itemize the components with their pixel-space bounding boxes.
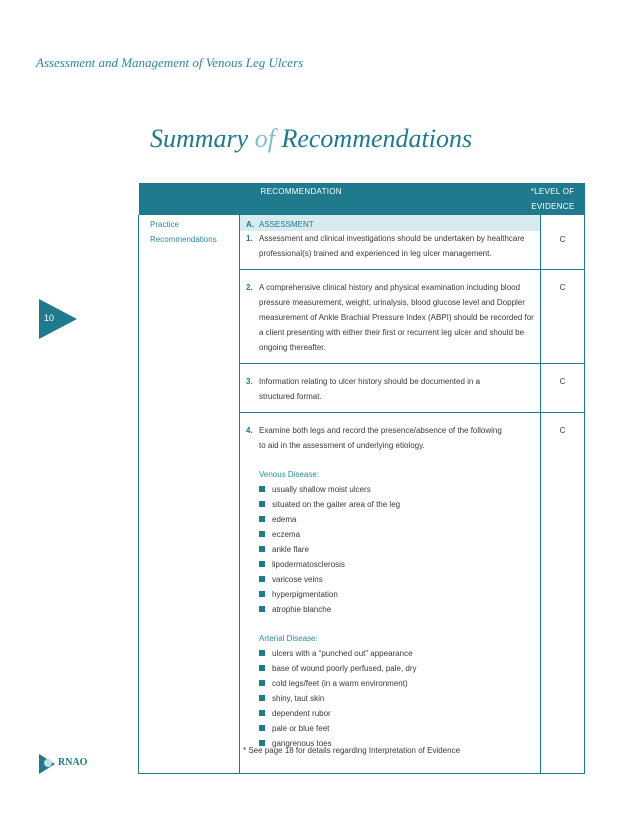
rec-4-text: Examine both legs and record the presence/absence of the following bbox=[259, 426, 502, 435]
practice-recommendations-label bbox=[139, 215, 240, 774]
title-part-of: of bbox=[254, 124, 275, 153]
flower-icon bbox=[44, 759, 52, 767]
list-item: dependent rubor bbox=[259, 706, 534, 721]
section-heading-assessment bbox=[240, 215, 540, 231]
evidence-4 bbox=[541, 413, 585, 774]
rnao-logo-text: RNAO bbox=[58, 757, 88, 768]
header-recommendation: RECOMMENDATION bbox=[260, 187, 342, 196]
evidence-2 bbox=[541, 270, 585, 364]
rec-3-text: Information relating to ulcer history should be documented in a bbox=[259, 377, 481, 386]
rec-3-line1 bbox=[246, 374, 534, 389]
recommendation-4 bbox=[240, 413, 541, 774]
evidence-4-value: C bbox=[559, 426, 566, 435]
page-title bbox=[150, 124, 472, 154]
list-item: shiny, taut skin bbox=[259, 691, 534, 706]
list-item: situated on the gaiter area of the leg bbox=[259, 497, 534, 512]
page-number: 10 bbox=[44, 313, 55, 323]
recommendation-3 bbox=[240, 364, 541, 413]
list-item: gangrenous toes bbox=[259, 736, 534, 751]
list-item: ankle flare bbox=[259, 542, 534, 557]
list-item: edema bbox=[259, 512, 534, 527]
rec-2-text: A comprehensive clinical history and physical examination including blood bbox=[259, 283, 521, 292]
list-item: hyperpigmentation bbox=[259, 587, 534, 602]
section-title: ASSESSMENT bbox=[259, 220, 314, 229]
rec-1-line1 bbox=[246, 231, 534, 246]
list-item: eczema bbox=[259, 527, 534, 542]
practice-label-line1: Practice bbox=[150, 220, 179, 229]
rec-3-number: 3. bbox=[246, 377, 253, 386]
rec-2-number: 2. bbox=[246, 283, 253, 292]
recommendations-table bbox=[138, 183, 585, 774]
rec-2-text-cont: pressure measurement, weight, urinalysis, blood glucose level and Doppler measurement of Ankle Brachial Pressure Index (ABPI) should be recorded for a client presenting with either their first or recurrent leg ulcer and should be ongoing thereafter. bbox=[259, 298, 534, 352]
list-item: usually shallow moist ulcers bbox=[259, 482, 534, 497]
list-item: pale or blue feet bbox=[259, 721, 534, 736]
arterial-disease-heading: Arterial Disease: bbox=[259, 634, 318, 643]
list-item: lipodermatosclerosis bbox=[259, 557, 534, 572]
recommendation-1 bbox=[240, 215, 541, 270]
list-item: cold legs/feet (in a warm environment) bbox=[259, 676, 534, 691]
evidence-3 bbox=[541, 364, 585, 413]
rec-1-text-cont: professional(s) trained and experienced in leg ulcer management. bbox=[259, 249, 492, 258]
evidence-3-value: C bbox=[559, 377, 566, 386]
recommendation-2 bbox=[240, 270, 541, 364]
header-level-of-evidence: *LEVEL OF EVIDENCE bbox=[530, 187, 575, 211]
list-item: atrophie blanche bbox=[259, 602, 534, 617]
rec-4-text-cont: to aid in the assessment of underlying etiology. bbox=[259, 441, 425, 450]
list-item: ulcers with a “punched out” appearance bbox=[259, 646, 534, 661]
table-header-row bbox=[139, 183, 585, 215]
arterial-disease-list bbox=[246, 646, 534, 751]
rec-3-text-cont: structured format. bbox=[259, 392, 322, 401]
title-part-summary: Summary bbox=[150, 124, 249, 153]
evidence-1-value: C bbox=[559, 235, 566, 244]
rec-1-text: Assessment and clinical investigations should be undertaken by healthcare bbox=[259, 234, 525, 243]
rec-4-line1 bbox=[246, 423, 534, 438]
rec-1-number: 1. bbox=[246, 234, 253, 243]
rec-2-line1 bbox=[246, 280, 534, 295]
list-item: varicose veins bbox=[259, 572, 534, 587]
title-part-recommendations: Recommendations bbox=[281, 124, 473, 153]
practice-label-line2: Recommendations bbox=[150, 235, 217, 244]
venous-disease-list bbox=[246, 482, 534, 617]
list-item: base of wound poorly perfused, pale, dry bbox=[259, 661, 534, 676]
evidence-footnote: * See page 18 for details regarding Interpretation of Evidence bbox=[243, 746, 461, 755]
venous-disease-heading: Venous Disease: bbox=[259, 470, 320, 479]
table-row bbox=[139, 215, 585, 270]
section-letter: A. bbox=[246, 220, 254, 229]
evidence-2-value: C bbox=[559, 283, 566, 292]
evidence-1 bbox=[541, 215, 585, 270]
running-head: Assessment and Management of Venous Leg Ulcers bbox=[36, 55, 304, 70]
rec-4-number: 4. bbox=[246, 426, 253, 435]
